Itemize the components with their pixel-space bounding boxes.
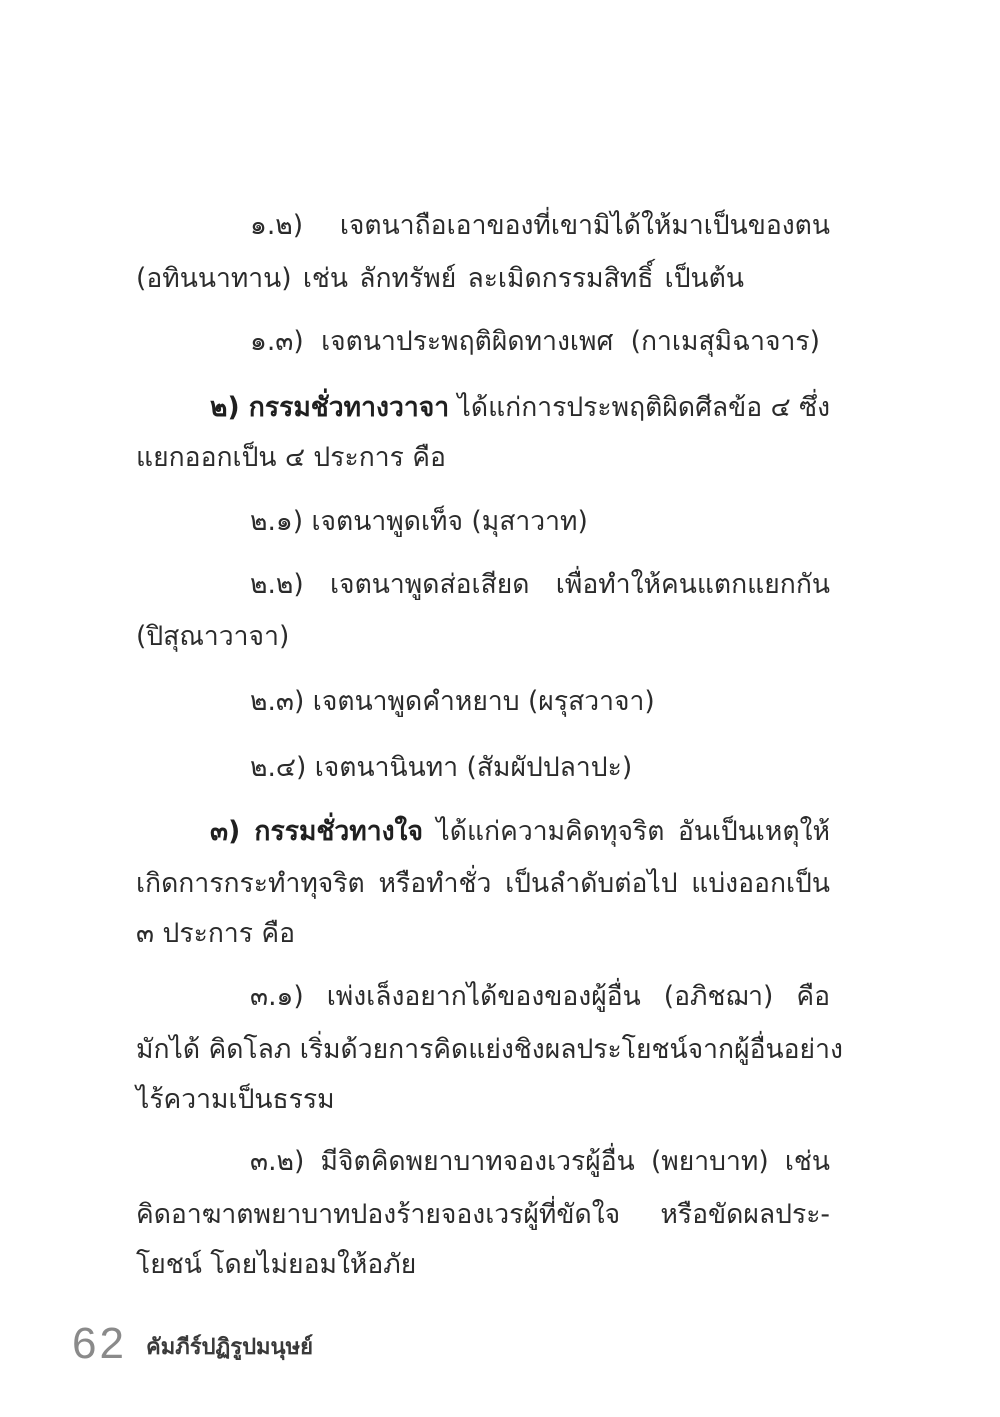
text-line-3-1-cont2: ไร้ความเป็นธรรม (136, 1084, 335, 1115)
text-line-2-1: ๒.๑) เจตนาพูดเท็จ (มุสาวาท) (250, 506, 588, 537)
heading-verbal-misconduct: ๒) กรรมชั่วทางวาจา (210, 392, 450, 423)
text-line-2-2-cont: (ปิสุณาวาจา) (136, 621, 290, 652)
text-line-2-3: ๒.๓) เจตนาพูดคำหยาบ (ผรุสวาจา) (250, 686, 655, 717)
text-line-3-1: ๓.๑) เพ่งเล็งอยากได้ของของผู้อื่น (อภิชฌา) คือ (250, 981, 830, 1012)
text-line-3-1-cont: มักได้ คิดโลภ เริ่มด้วยการคิดแย่งชิงผลประโยชน์จากผู้อื่นอย่าง (136, 1034, 843, 1065)
text-line-3-2-cont2: โยชน์ โดยไม่ยอมให้อภัย (136, 1249, 417, 1280)
running-footer-title: คัมภีร์ปฏิรูปมนุษย์ (146, 1335, 313, 1360)
text-line-section-2 (210, 388, 830, 428)
text-line-section-2-cont: แยกออกเป็น ๔ ประการ คือ (136, 442, 446, 473)
text-line-1-2: ๑.๒) เจตนาถือเอาของที่เขามิได้ให้มาเป็นของตน (250, 210, 830, 241)
text-line-1-2-cont: (อทินนาทาน) เช่น ลักทรัพย์ ละเมิดกรรมสิทธิ์ เป็นต้น (136, 263, 744, 294)
text-line-2-4: ๒.๔) เจตนานินทา (สัมผัปปลาปะ) (250, 752, 633, 783)
text-line-section-3-cont: เกิดการกระทำทุจริต หรือทำชั่ว เป็นลำดับต่อไป แบ่งออกเป็น (136, 868, 830, 899)
section-3-intro: ได้แก่ความคิดทุจริต อันเป็นเหตุให้ (423, 816, 830, 847)
text-line-section-3-cont2: ๓ ประการ คือ (136, 918, 296, 949)
page-number: 62 (72, 1319, 127, 1368)
text-line-section-3 (210, 812, 830, 852)
text-line-3-2-cont: คิดอาฆาตพยาบาทปองร้ายจองเวรผู้ที่ขัดใจ หรือขัดผลประ- (136, 1199, 830, 1230)
section-2-intro: ได้แก่การประพฤติผิดศีลข้อ ๔ ซึ่ง (449, 392, 831, 423)
text-line-1-3: ๑.๓) เจตนาประพฤติผิดทางเพศ (กาเมสุมิฉาจาร) (250, 326, 820, 357)
heading-mental-misconduct: ๓) กรรมชั่วทางใจ (210, 816, 424, 847)
text-line-2-2: ๒.๒) เจตนาพูดส่อเสียด เพื่อทำให้คนแตกแยกกัน (250, 569, 830, 600)
text-line-3-2: ๓.๒) มีจิตคิดพยาบาทจองเวรผู้อื่น (พยาบาท) เช่น (250, 1146, 830, 1177)
